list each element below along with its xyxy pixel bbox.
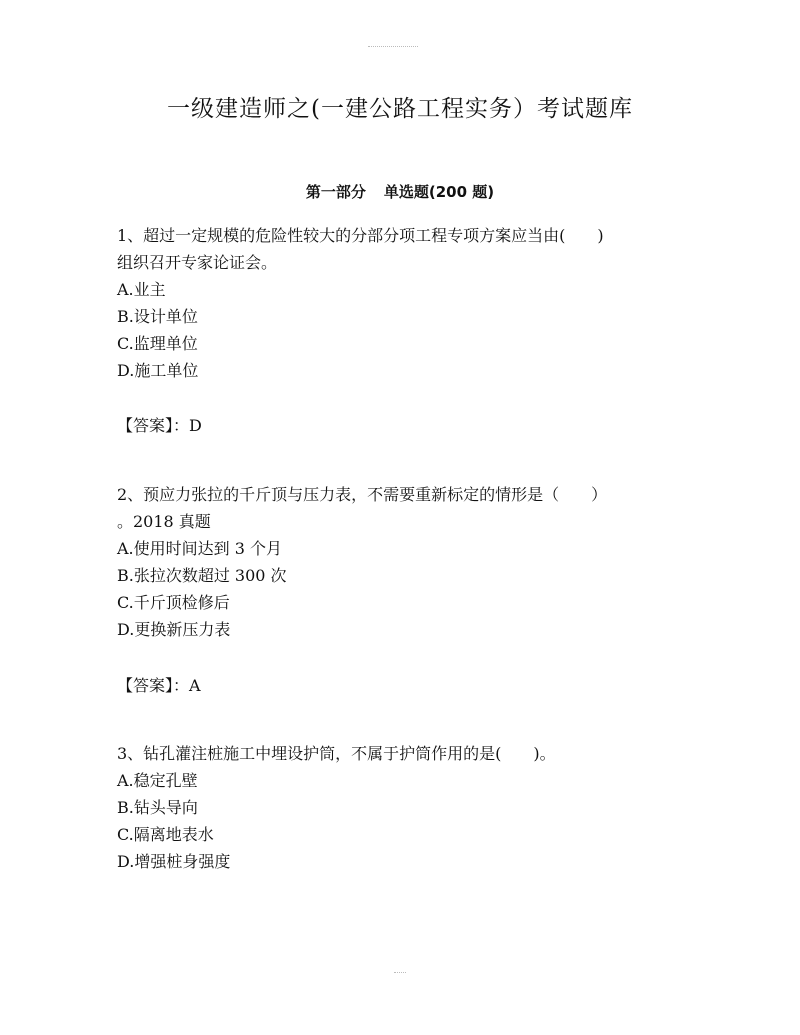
option-a: A.业主 bbox=[117, 280, 166, 299]
option-b: B.张拉次数超过 300 次 bbox=[117, 566, 287, 585]
option-a: A.使用时间达到 3 个月 bbox=[117, 539, 282, 558]
question-text-line: 。2018 真题 bbox=[117, 512, 211, 531]
section-part: 第一部分 bbox=[305, 183, 366, 201]
option-c: C.隔离地表水 bbox=[117, 825, 214, 844]
footer-dotted-mark bbox=[394, 972, 406, 974]
answer-value: A bbox=[189, 676, 201, 695]
option-c: C.监理单位 bbox=[117, 334, 198, 353]
header-dotted-mark bbox=[368, 46, 418, 48]
option-a: A.稳定孔壁 bbox=[117, 771, 198, 790]
answer-label: 【答案】： bbox=[117, 416, 190, 435]
document-title: 一级建造师之(一建公路工程实务）考试题库 bbox=[167, 96, 633, 122]
section-name: 单选题(200 题) bbox=[383, 183, 495, 201]
option-b: B.设计单位 bbox=[117, 307, 198, 326]
answer-1 bbox=[117, 412, 202, 439]
section-heading bbox=[0, 180, 800, 204]
answer-label: 【答案】： bbox=[117, 676, 190, 695]
answer-value: D bbox=[189, 416, 202, 435]
option-d: D.增强桩身强度 bbox=[117, 852, 231, 871]
option-b: B.钻头导向 bbox=[117, 798, 198, 817]
question-2 bbox=[117, 481, 687, 643]
question-text-line: 组织召开专家论证会。 bbox=[117, 253, 278, 272]
answer-2 bbox=[117, 672, 201, 699]
option-d: D.施工单位 bbox=[117, 361, 199, 380]
question-text-line: 3、钻孔灌注桩施工中埋设护筒，不属于护筒作用的是( )。 bbox=[117, 744, 556, 763]
option-c: C.千斤顶检修后 bbox=[117, 593, 230, 612]
question-1 bbox=[117, 222, 687, 384]
option-d: D.更换新压力表 bbox=[117, 620, 231, 639]
question-text-line: 2、预应力张拉的千斤顶与压力表，不需要重新标定的情形是（ ） bbox=[117, 485, 608, 504]
question-3 bbox=[117, 740, 687, 875]
question-text-line: 1、超过一定规模的危险性较大的分部分项工程专项方案应当由( ) bbox=[117, 226, 604, 245]
